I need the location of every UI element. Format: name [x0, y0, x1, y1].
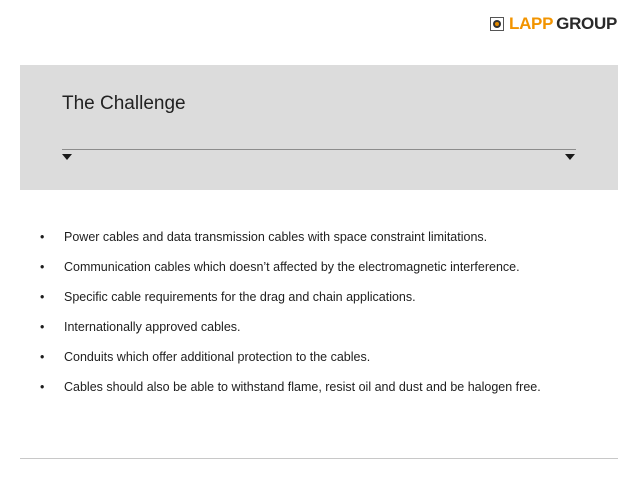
bullet-text: Cables should also be able to withstand flame, resist oil and dust and be halogen free.	[64, 380, 541, 394]
triangle-down-left-icon	[62, 154, 72, 160]
logo-word-group: GROUP	[556, 14, 617, 33]
title-banner	[20, 65, 618, 190]
lapp-logo-emblem-icon	[490, 17, 504, 31]
bullet-marker: •	[40, 350, 45, 364]
footer-divider	[20, 458, 618, 459]
bullet-marker: •	[40, 260, 45, 274]
slide-title: The Challenge	[62, 93, 186, 114]
bullet-marker: •	[40, 290, 45, 304]
bullet-item	[40, 290, 541, 320]
bullet-marker: •	[40, 230, 45, 244]
bullet-marker: •	[40, 380, 45, 394]
bullet-marker: •	[40, 320, 45, 334]
logo-word-lapp: LAPP	[509, 14, 554, 33]
bullet-item	[40, 230, 541, 260]
lapp-group-logo	[490, 14, 617, 34]
bullet-text: Internationally approved cables.	[64, 320, 241, 334]
bullet-item	[40, 350, 541, 380]
bullet-item	[40, 380, 541, 410]
bullet-text: Communication cables which doesn’t affected by the electromagnetic interference.	[64, 260, 520, 274]
bullet-item	[40, 320, 541, 350]
bullet-text: Conduits which offer additional protection to the cables.	[64, 350, 371, 364]
bullet-text: Power cables and data transmission cables with space constraint limitations.	[64, 230, 488, 244]
bullet-text: Specific cable requirements for the drag and chain applications.	[64, 290, 416, 304]
bullet-item	[40, 260, 541, 290]
challenge-bullet-list	[40, 230, 541, 410]
title-divider	[62, 149, 576, 150]
triangle-down-right-icon	[565, 154, 575, 160]
